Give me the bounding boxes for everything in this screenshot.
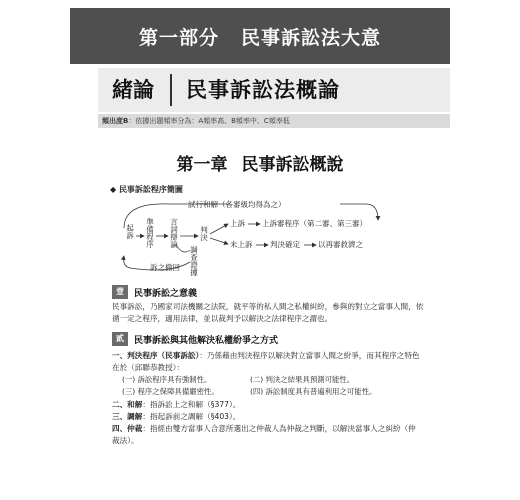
- withdraw-label: 訴之撤回: [150, 263, 180, 272]
- sub-item: (三) 程序之保障具備嚴密性。: [122, 387, 219, 396]
- sub-item: (一) 訴訟程序具有強制性。: [122, 375, 212, 384]
- sub-item: (二) 判決之結果具預測可能性。: [250, 375, 355, 384]
- section1-body: 民事訴訟，乃國家司法機關之法院，就平等的私人間之私權糾紛，參與的對立之當事人間，依循一定之程序，適用法律，並以裁判予以解決之法律程序之謂也。: [112, 302, 424, 323]
- start-label: 起訴: [125, 224, 135, 239]
- diagram-heading: ◆ 民事訴訟程序簡圖: [110, 185, 183, 194]
- oral-label: 言詞辯論: [169, 218, 179, 248]
- section1-heading: [112, 285, 197, 299]
- list-item: 四、仲裁：指經由雙方當事人合意所選出之仲裁人為仲裁之判斷，以解決當事人之糾紛（仲裁法）。: [112, 424, 416, 445]
- appeal-result-label: 上訴審程序（第二審、第三審）: [262, 219, 367, 228]
- section2-title: 民事訴訟與其他解決私權紛爭之方式: [134, 335, 279, 346]
- frequency-text: ：依據出題頻率分為：A頻率高、B頻率中、C頻率低: [128, 117, 290, 125]
- procedure-diagram: [110, 194, 410, 278]
- part-label: 第一部分: [138, 26, 219, 49]
- intro-title: 民事訴訟法概論: [186, 78, 340, 102]
- part-heading: [70, 8, 450, 64]
- judgment-label: 判決: [199, 226, 209, 241]
- part-banner: [70, 8, 450, 64]
- chapter-name: 民事訴訟概說: [241, 155, 344, 175]
- chapter-title: [0, 150, 520, 175]
- section1-title: 民事訴訟之意義: [134, 288, 198, 299]
- frequency-label: 頻出度B: [102, 117, 129, 125]
- section2-number: 貳: [112, 332, 128, 346]
- list-item: 一、判決程序（民事訴訟）：乃係藉由判決程序以解決對立當事人間之紛爭，而其程序之特色在於（邱聯恭教授）：: [112, 351, 420, 372]
- appeal-label: 上訴: [230, 219, 245, 228]
- settle-label: 試行和解（各審級均得為之）: [188, 200, 286, 209]
- intro-banner: [98, 68, 450, 112]
- section1-number: 壹: [112, 285, 128, 299]
- list-item: 三、調解：指起訴前之調解（§403）。: [112, 412, 241, 421]
- list-item: 二、和解：指訴訟上之和解（§377）。: [112, 400, 241, 409]
- investigate-label: 調查證據: [189, 246, 199, 276]
- prep-label: 準備程序: [145, 218, 155, 248]
- no-appeal-label: 未上訴: [230, 240, 253, 249]
- part-title: 民事訴訟法大意: [241, 26, 382, 49]
- intro-divider: [170, 74, 172, 106]
- frequency-bar: [98, 114, 450, 128]
- final-label: 判決確定: [270, 240, 300, 249]
- section2-heading: [112, 332, 278, 346]
- retrial-label: 以再審救濟之: [318, 240, 363, 249]
- intro-label: 緒論: [112, 78, 154, 102]
- sub-item: (四) 訴訟制度具有普遍利用之可能性。: [250, 387, 377, 396]
- chapter-number: 第一章: [176, 155, 228, 175]
